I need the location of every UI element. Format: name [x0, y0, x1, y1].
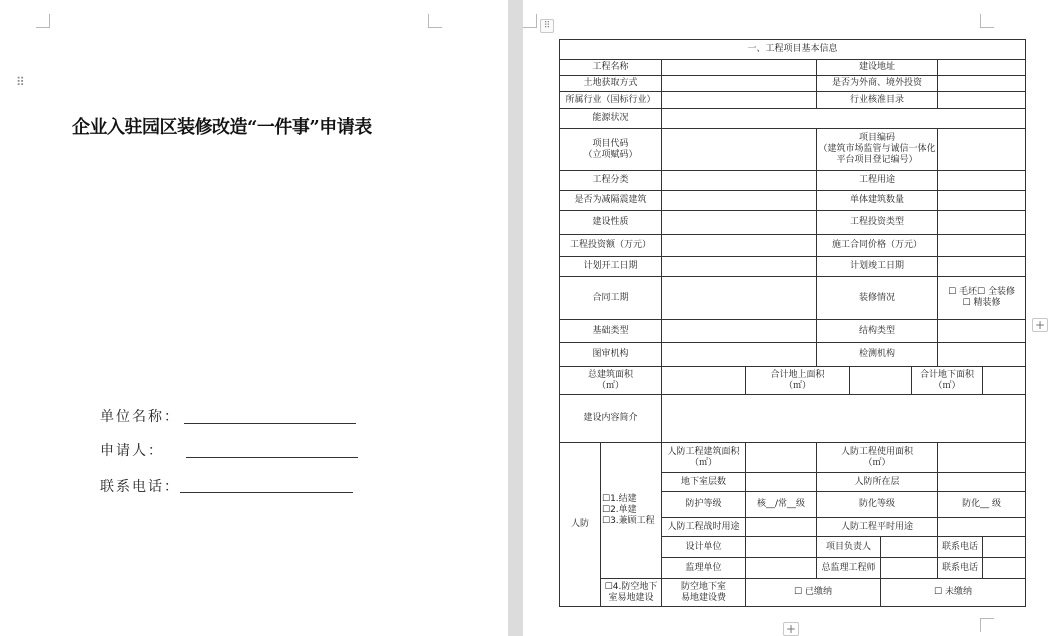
field-line-applicant[interactable] — [186, 457, 358, 458]
page-corner-mark — [36, 14, 50, 28]
add-row-icon[interactable]: + — [783, 622, 799, 636]
label-cell: 工程投资类型 — [817, 211, 938, 235]
input-cell[interactable] — [938, 60, 1026, 76]
input-cell[interactable] — [938, 76, 1026, 92]
label-cell: 监理单位 — [662, 558, 746, 579]
label-cell: 设计单位 — [662, 537, 746, 558]
civil-defense-offsite-checkbox[interactable]: ☐4.防空地下 室易地建设 — [601, 579, 662, 607]
field-label-phone: 联系电话： — [100, 479, 180, 495]
label-cell: 基础类型 — [560, 320, 662, 343]
label-cell: 联系电话 — [938, 558, 983, 579]
input-cell[interactable] — [850, 367, 912, 395]
label-cell: 项目编码 （建筑市场监管与诚信一体化平台项目登记编号） — [817, 129, 938, 171]
add-column-icon[interactable]: + — [1032, 318, 1048, 332]
field-line-phone[interactable] — [180, 492, 353, 493]
label-cell: 地下室层数 — [662, 473, 746, 492]
input-cell[interactable] — [983, 558, 1026, 579]
input-cell[interactable] — [662, 191, 817, 211]
input-cell[interactable] — [881, 537, 938, 558]
field-line-unit-name[interactable] — [184, 423, 356, 424]
input-cell[interactable] — [938, 473, 1026, 492]
input-cell[interactable] — [662, 367, 746, 395]
label-cell: 总监理工程师 — [817, 558, 881, 579]
input-cell[interactable] — [938, 343, 1026, 367]
label-cell: 人防所在层 — [817, 473, 938, 492]
table-move-handle-icon[interactable]: ⠿ — [540, 19, 554, 33]
input-cell[interactable] — [938, 171, 1026, 191]
label-cell: 装修情况 — [817, 277, 938, 320]
label-cell: 建设地址 — [817, 60, 938, 76]
label-cell: 图审机构 — [560, 343, 662, 367]
input-cell[interactable] — [938, 257, 1026, 277]
label-cell: 是否为减隔震建筑 — [560, 191, 662, 211]
input-cell[interactable] — [938, 211, 1026, 235]
label-cell: 合计地下面积 （㎡） — [912, 367, 983, 395]
field-label-unit-name: 单位名称： — [100, 409, 180, 425]
drag-handle-icon[interactable]: ⠿ — [16, 75, 25, 89]
label-cell: 是否为外商、境外投资 — [817, 76, 938, 92]
input-cell[interactable] — [746, 473, 817, 492]
input-cell[interactable] — [983, 367, 1026, 395]
label-cell: 计划竣工日期 — [817, 257, 938, 277]
input-cell[interactable] — [662, 92, 817, 109]
input-cell[interactable] — [938, 191, 1026, 211]
input-cell[interactable] — [746, 443, 817, 473]
document-title: 企业入驻园区装修改造“一件事”申请表 — [72, 117, 372, 138]
label-cell: 工程分类 — [560, 171, 662, 191]
label-cell: 项目代码 （立项赋码） — [560, 129, 662, 171]
input-cell[interactable] — [662, 60, 817, 76]
label-cell: 防空地下室 易地建设费 — [662, 579, 746, 607]
input-cell[interactable] — [938, 235, 1026, 257]
label-cell: 计划开工日期 — [560, 257, 662, 277]
label-cell: 施工合同价格（万元） — [817, 235, 938, 257]
label-cell: 人防工程使用面积 （㎡） — [817, 443, 938, 473]
label-cell: 合计地上面积 （㎡） — [746, 367, 850, 395]
input-cell[interactable] — [662, 320, 817, 343]
input-cell[interactable] — [746, 518, 817, 537]
input-cell[interactable] — [938, 320, 1026, 343]
label-cell: 建设性质 — [560, 211, 662, 235]
label-cell: 人防工程平时用途 — [817, 518, 938, 537]
page-gap — [508, 0, 523, 636]
label-cell: 结构类型 — [817, 320, 938, 343]
label-cell: 防化等级 — [817, 492, 938, 518]
label-cell: 检测机构 — [817, 343, 938, 367]
decoration-checkbox-group[interactable]: ☐ 毛坯☐ 全装修 ☐ 精装修 — [938, 277, 1026, 320]
input-cell[interactable] — [662, 211, 817, 235]
label-cell: 所属行业（国标行业） — [560, 92, 662, 109]
input-cell[interactable] — [662, 235, 817, 257]
label-cell: 联系电话 — [938, 537, 983, 558]
label-cell: 防护等级 — [662, 492, 746, 518]
input-cell[interactable]: 核__/常__级 — [746, 492, 817, 518]
label-cell: 工程投资额（万元） — [560, 235, 662, 257]
label-cell: 工程用途 — [817, 171, 938, 191]
label-cell: 总建筑面积 （㎡） — [560, 367, 662, 395]
input-cell[interactable] — [662, 343, 817, 367]
page-corner-mark — [523, 14, 537, 28]
input-cell[interactable] — [746, 558, 817, 579]
input-cell[interactable] — [662, 76, 817, 92]
page-corner-mark — [980, 618, 994, 632]
input-cell[interactable] — [983, 537, 1026, 558]
label-cell: 行业核准目录 — [817, 92, 938, 109]
input-cell[interactable] — [746, 537, 817, 558]
label-cell: 工程名称 — [560, 60, 662, 76]
label-cell: 人防工程战时用途 — [662, 518, 746, 537]
input-cell[interactable] — [662, 277, 817, 320]
label-cell: 项目负责人 — [817, 537, 881, 558]
civil-defense-type-checkboxes[interactable]: ☐1.结建 ☐2.单建 ☐3.兼顾工程 — [601, 443, 662, 579]
civil-defense-label: 人防 — [560, 443, 601, 607]
label-cell: 建设内容简介 — [560, 395, 662, 443]
unpaid-checkbox[interactable]: ☐ 未缴纳 — [881, 579, 1026, 607]
label-cell: 人防工程建筑面积 （㎡） — [662, 443, 746, 473]
input-cell[interactable] — [662, 129, 817, 171]
table-header: 一、工程项目基本信息 — [560, 40, 1026, 60]
application-form-table — [559, 39, 1026, 607]
input-cell[interactable] — [662, 171, 817, 191]
document-page-cover — [0, 0, 508, 636]
input-cell[interactable] — [938, 518, 1026, 537]
label-cell: 单体建筑数量 — [817, 191, 938, 211]
input-cell[interactable]: 防化__ 级 — [938, 492, 1026, 518]
field-label-applicant: 申请人： — [100, 443, 164, 459]
page-corner-mark — [428, 14, 442, 28]
input-cell[interactable] — [881, 558, 938, 579]
input-cell[interactable] — [662, 109, 1026, 129]
input-cell[interactable] — [938, 129, 1026, 171]
label-cell: 能源状况 — [560, 109, 662, 129]
label-cell: 合同工期 — [560, 277, 662, 320]
label-cell: 土地获取方式 — [560, 76, 662, 92]
input-cell[interactable] — [662, 257, 817, 277]
input-cell[interactable] — [938, 92, 1026, 109]
page-corner-mark — [980, 14, 994, 28]
input-cell[interactable] — [662, 395, 1026, 443]
input-cell[interactable] — [938, 443, 1026, 473]
paid-checkbox[interactable]: ☐ 已缴纳 — [746, 579, 881, 607]
